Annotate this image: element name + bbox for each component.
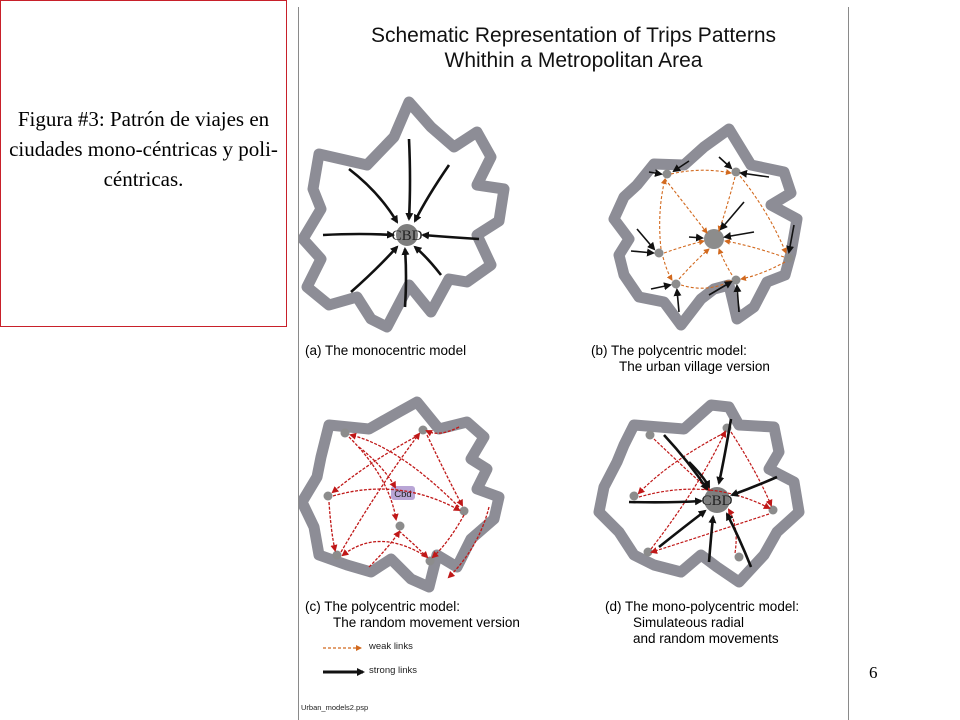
- panel-b-subcenter-node: [655, 249, 664, 258]
- panel-a-city-boundary: [303, 102, 504, 327]
- panel-d-sublabel-2: and random movements: [633, 631, 779, 646]
- figure-title-line-1: Schematic Representation of Trips Patterns: [370, 24, 777, 47]
- panel-a-strong-link: [405, 249, 406, 307]
- panel-b-subcenter-node: [785, 254, 794, 263]
- panel-d-city-boundary: [599, 405, 799, 582]
- legend-strong-label: strong links: [369, 665, 418, 676]
- figure-title-line-2: Whithin a Metropolitan Area: [444, 49, 703, 72]
- panel-d-cbd-label: CBD: [701, 493, 733, 509]
- panel-c-node: [333, 551, 342, 560]
- panel-d-diagram: [599, 405, 799, 582]
- panel-d-subcenter-node: [646, 431, 655, 440]
- legend: [323, 648, 363, 672]
- panel-a-cbd-label: CBD: [391, 228, 423, 244]
- panel-d-strong-link: [629, 501, 701, 502]
- panel-a-strong-link: [323, 234, 393, 235]
- file-name-label: Urban_models2.psp: [301, 703, 369, 712]
- panel-c-node: [419, 426, 428, 435]
- panel-c-node: [460, 507, 469, 516]
- panel-b-subcenter-node: [672, 280, 681, 289]
- caption-text: Figura #3: Patrón de viajes en ciudades mono-céntricas y poli-céntricas.: [9, 107, 278, 191]
- panel-d-subcenter-node: [630, 492, 639, 501]
- panel-b-diagram: [614, 129, 797, 325]
- panel-b-subcenter-node: [663, 170, 672, 179]
- panel-c-diagram: [302, 402, 499, 587]
- figure-panel: [298, 7, 849, 720]
- panel-d-subcenter-node: [769, 506, 778, 515]
- panel-a-label: (a) The monocentric model: [305, 343, 467, 358]
- panel-b-center-node: [704, 229, 724, 249]
- panel-b-label: (b) The polycentric model:: [591, 343, 747, 358]
- panel-b-subcenter-node: [732, 168, 741, 177]
- panel-d-subcenter-node: [735, 553, 744, 562]
- panel-a-diagram: [303, 102, 504, 327]
- panel-c-cbd-label: Cbd: [394, 489, 412, 500]
- panel-d-sublabel-1: Simulateous radial: [633, 615, 745, 630]
- panel-c-node: [341, 429, 350, 438]
- caption-box: [0, 0, 287, 327]
- panel-c-node: [324, 492, 333, 501]
- panel-b-city-boundary: [614, 129, 797, 325]
- panel-b-sublabel: The urban village version: [619, 359, 770, 374]
- panel-c-node: [426, 557, 435, 566]
- panel-d-label: (d) The mono-polycentric model:: [605, 599, 800, 614]
- panel-b-subcenter-node: [732, 276, 741, 285]
- legend-weak-label: weak links: [369, 641, 413, 652]
- page-number: 6: [869, 663, 878, 682]
- panel-c-label: (c) The polycentric model:: [305, 599, 461, 614]
- panel-b-strong-link: [689, 237, 702, 238]
- panel-c-node: [396, 522, 405, 531]
- panel-c-sublabel: The random movement version: [333, 615, 520, 630]
- panel-a-strong-link: [409, 139, 410, 219]
